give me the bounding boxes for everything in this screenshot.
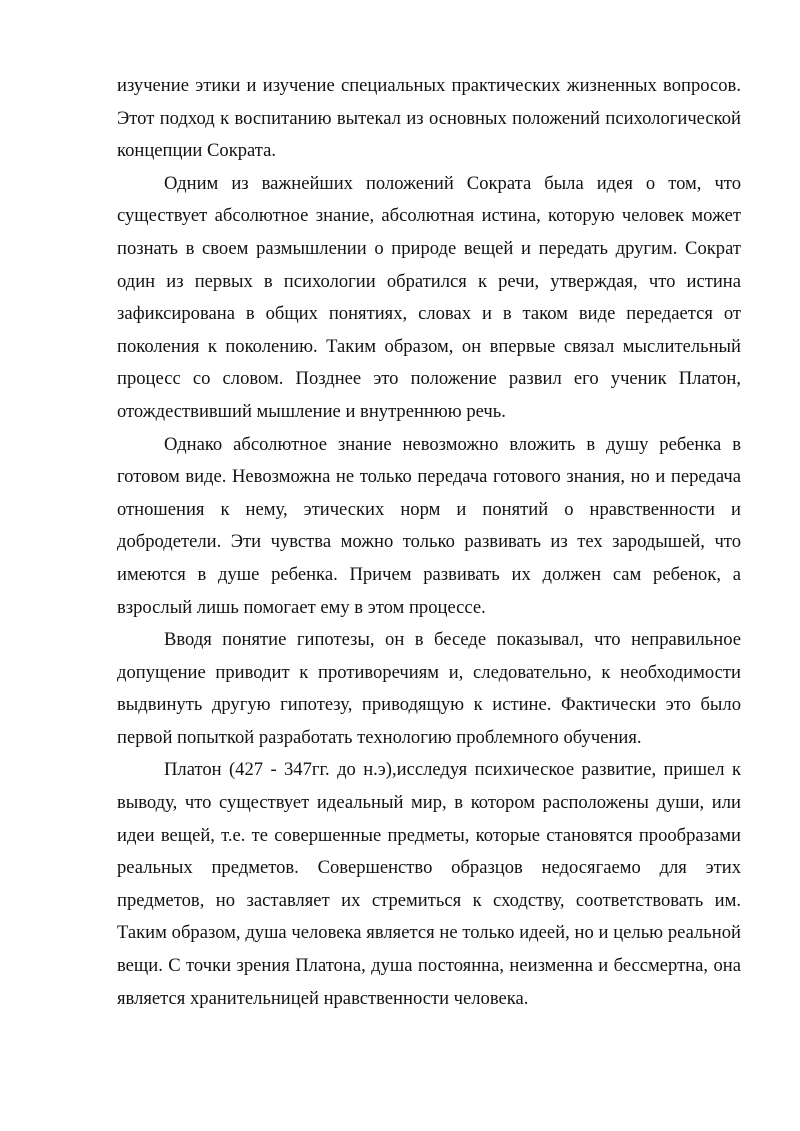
paragraph-continuation: изучение этики и изучение специальных практических жизненных вопросов. Этот подход к воспитанию вытекал из основных положений психологической концепции Сократа. (117, 75, 741, 162)
paragraph-socrates-absolute-knowledge: Одним из важнейших положений Сократа была идея о том, что существует абсолютное знание, абсолютная истина, которую человек может познать в своем размышлении о природе вещей и передать другим. Сократ один из первых в психологии обратился к речи, утверждая, что истина зафиксирована в общих понятиях, словах и в таком виде передается от поколения к поколению. Таким образом, он впервые связал мыслительный процесс со словом. Позднее это положение развил его ученик Платон, отождествивший мышление и внутреннюю речь. (117, 172, 741, 422)
paragraph-hypothesis: Вводя понятие гипотезы, он в беседе показывал, что неправильное допущение приводит к противоречиям и, следовательно, к необходимости выдвинуть другую гипотезу, приводящую к истине. Фактически это было первой попыткой разработать технологию проблемного обучения. (117, 629, 741, 748)
paragraph-child-development: Однако абсолютное знание невозможно вложить в душу ребенка в готовом виде. Невозможна не только передача готового знания, но и передача отношения к нему, этических норм и понятий о нравственности и добродетели. Эти чувства можно только развивать из тех зародышей, что имеются в душе ребенка. Причем развивать их должен сам ребенок, а взрослый лишь помогает ему в этом процессе. (117, 433, 741, 618)
paragraph-plato: Платон (427 - 347гг. до н.э),исследуя психическое развитие, пришел к выводу, что существует идеальный мир, в котором расположены души, или идеи вещей, т.е. те совершенные предметы, которые становятся прообразами реальных предметов. Совершенство образцов недосягаемо для этих предметов, но заставляет их стремиться к сходству, соответствовать им. Таким образом, душа человека является не только идеей, но и целью реальной вещи. С точки зрения Платона, душа постоянна, неизменна и бессмертна, она является хранительницей нравственности человека. (117, 759, 741, 1009)
document-body (117, 70, 741, 1015)
